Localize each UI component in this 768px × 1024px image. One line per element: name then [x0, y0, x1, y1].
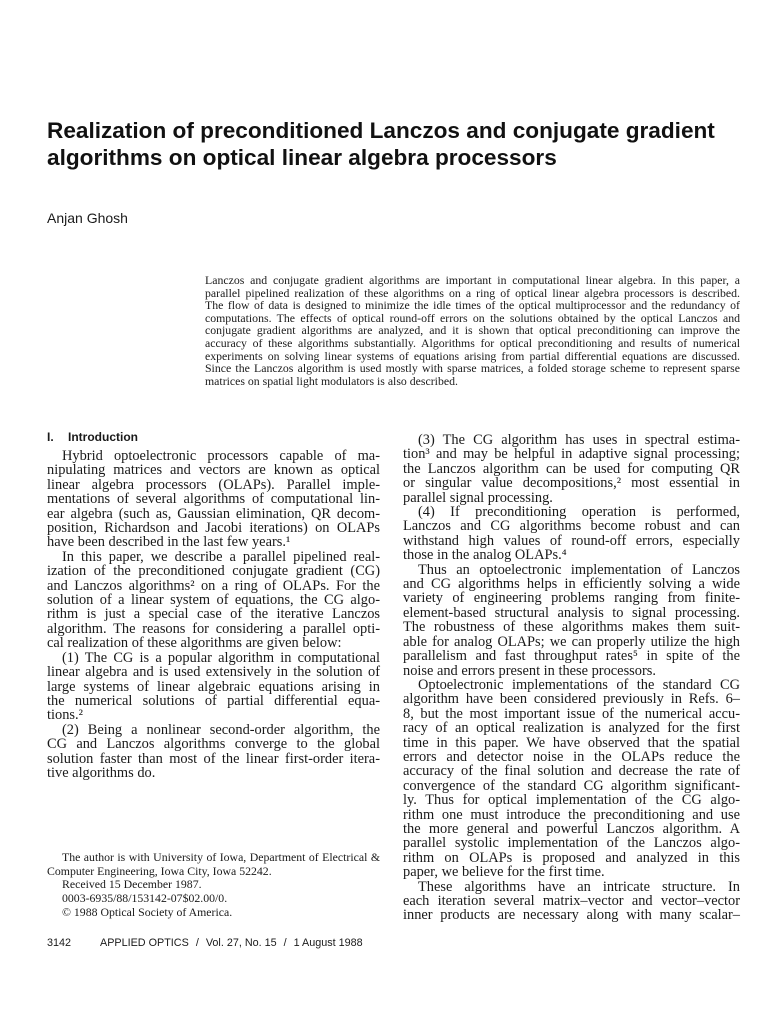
paragraph	[403, 505, 740, 563]
text-line: Lanczos and CG algorithms become robust and can	[403, 518, 740, 535]
text-line: solution of a linear system of equations, the CG algo-	[47, 592, 380, 609]
text-line: the more general and powerful Lanczos algorithm. A	[403, 820, 740, 837]
abstract-line: computations. The effects of optical round-off errors on the solutions obtained by the optical Lanczos and	[205, 310, 740, 325]
text-line: (4) If preconditioning operation is performed,	[418, 504, 740, 521]
text-line: rithm on OLAPs is proposed and analyzed in this	[403, 849, 740, 866]
issue-date: 1 August 1988	[293, 937, 363, 949]
text-line: and CG algorithms helps in efficiently solving a wide	[403, 576, 740, 593]
text-line: Computer Engineering, Iowa City, Iowa 52242.	[47, 863, 272, 878]
paragraph	[47, 651, 380, 723]
text-line: racy of an optical realization is analyzed for the first	[403, 720, 740, 737]
abstract-line: Lanczos and conjugate gradient algorithms are important in computational linear algebra. In this paper, a	[205, 273, 740, 287]
text-line: 0003-6935/88/153142-07$02.00/0.	[62, 891, 228, 906]
text-line: cal realization of these algorithms are given below:	[47, 635, 342, 652]
text-line: tive algorithms do.	[47, 764, 156, 781]
paragraph	[403, 563, 740, 678]
footer-separator: /	[283, 937, 287, 949]
abstract-line: conjugate gradient algorithms are analyzed, and it is shown that optical preconditioning can improve the	[205, 323, 740, 338]
text-line: CG and Lanczos algorithms converge to the global	[47, 736, 380, 753]
abstract-line: accuracy of these algorithms substantially. Algorithms for optical preconditioning and results of numerical	[205, 335, 740, 350]
paragraph	[47, 449, 380, 550]
section-number: I.	[47, 430, 54, 444]
text-line: Hybrid optoelectronic processors capable of ma-	[62, 448, 380, 464]
abstract-line: experiments on solving linear systems of equations arising from partial differential equations are discussed.	[205, 348, 740, 363]
abstract-line: The flow of data is designed to minimize the idle times of the optical multiprocessor and the redundancy of	[205, 298, 740, 313]
abstract-line: matrices on spatial light modulators is also described.	[205, 373, 458, 388]
page-footer	[47, 936, 363, 950]
text-line: time in this paper. We have observed that the spatial	[403, 734, 740, 751]
paragraph	[403, 880, 740, 923]
text-line: accuracy of the final solution and decrease the rate of	[403, 763, 740, 780]
author-footnote	[47, 851, 380, 920]
title-line: Realization of preconditioned Lanczos and conjugate gradient	[47, 118, 715, 143]
text-line: noise and errors present in these processors.	[403, 662, 656, 679]
text-line: The author is with University of Iowa, Department of Electrical &	[62, 850, 380, 864]
text-line: paper, we believe for the first time.	[403, 864, 605, 881]
text-line: algorithm. The reasons for considering a parallel opti-	[47, 620, 380, 637]
text-line: inner products are necessary along with many scalar–	[403, 907, 740, 924]
text-line: those in the analog OLAPs.⁴	[403, 547, 567, 564]
text-line: able for analog OLAPs; we can properly utilize the high	[403, 633, 740, 650]
right-column	[403, 433, 740, 923]
footnote-item	[47, 906, 380, 920]
text-line: Optoelectronic implementations of the standard CG	[418, 676, 740, 693]
text-line: 8, but the most important issue of the numerical accu-	[403, 705, 740, 722]
text-line: rithm is just a special case of the iterative Lanczos	[47, 606, 380, 623]
text-line: ization of the preconditioned conjugate gradient (CG)	[47, 563, 380, 580]
footnote-item	[47, 878, 380, 892]
text-line: the numerical solutions of partial differential equa-	[47, 692, 380, 709]
section-title: Introduction	[68, 430, 138, 444]
text-line: the Lanczos algorithm can be used for computing QR	[403, 460, 740, 477]
text-line: each iteration several matrix–vector and vector–vector	[403, 893, 740, 909]
abstract-line: Since the Lanczos algorithm is used mostly with sparse matrices, a folded storage scheme to represent sparse	[205, 361, 740, 376]
footnote-item	[47, 851, 380, 878]
text-line: linear algebra processors (OLAPs). Parallel imple-	[47, 476, 380, 493]
text-line: parallelism and fast throughput rates⁵ in spite of the	[403, 648, 740, 665]
text-line: (2) Being a nonlinear second-order algorithm, the	[62, 721, 380, 738]
text-line: ly. Thus for optical implementation of the CG algo-	[403, 792, 740, 809]
text-line: element-based structural analysis to signal processing.	[403, 604, 740, 621]
text-line: algorithm have been considered previously in Refs. 6–	[403, 691, 740, 708]
author-name: Anjan Ghosh	[47, 210, 128, 226]
text-line: have been described in the last few years.¹	[47, 534, 291, 551]
text-line: errors and detector noise in the OLAPs reduce the	[403, 748, 740, 765]
footer-separator: /	[195, 937, 199, 949]
paragraph	[403, 433, 740, 505]
journal-issue: Vol. 27, No. 15	[205, 937, 277, 949]
paragraph	[47, 723, 380, 781]
page-number: 3142	[47, 937, 72, 949]
article-title	[47, 117, 715, 171]
left-column	[47, 449, 380, 780]
text-line: position, Richardson and Jacobi iterations) on OLAPs	[47, 520, 380, 537]
text-line: and Lanczos algorithms² on a ring of OLAPs. For the	[47, 577, 380, 594]
text-line: These algorithms have an intricate structure. In	[418, 878, 740, 895]
text-line: variety of engineering problems ranging from finite-	[403, 590, 740, 607]
abstract-line: parallel pipelined realization of these algorithms on a ring of optical linear algebra processors is described.	[205, 285, 740, 300]
text-line: © 1988 Optical Society of America.	[62, 904, 233, 919]
text-line: convergence of the standard CG algorithm significant-	[403, 777, 740, 794]
paragraph	[47, 550, 380, 651]
text-line: (3) The CG algorithm has uses in spectral estima-	[418, 432, 740, 448]
text-line: (1) The CG is a popular algorithm in computational	[62, 649, 380, 666]
text-line: parallel signal processing.	[403, 489, 553, 506]
text-line: tion³ and may be helpful in adaptive signal processing;	[403, 446, 740, 463]
text-line: linear algebra and is used extensively in the solution of	[47, 664, 380, 681]
text-line: Thus an optoelectronic implementation of Lanczos	[418, 561, 740, 578]
text-line: ear algebra (such as, Gaussian elimination, QR decom-	[47, 505, 380, 522]
text-line: or singular value decompositions,² most essential in	[403, 475, 740, 492]
text-line: tions.²	[47, 707, 83, 724]
text-line: parallel systolic implementation of the Lanczos algo-	[403, 835, 740, 852]
text-line: mentations of several algorithms of computational lin-	[47, 491, 380, 508]
text-line: nipulating matrices and vectors are known as optical	[47, 462, 380, 479]
text-line: rithm one must introduce the preconditioning and use	[403, 806, 740, 823]
paragraph	[403, 678, 740, 880]
abstract	[205, 274, 740, 387]
text-line: In this paper, we describe a parallel pipelined real-	[62, 548, 380, 565]
text-line: solution faster than most of the linear first-order itera-	[47, 750, 380, 767]
section-heading	[47, 430, 138, 444]
journal-name: APPLIED OPTICS	[100, 937, 189, 949]
footnote-item	[47, 892, 380, 906]
text-line: Received 15 December 1987.	[62, 877, 202, 892]
text-line: large systems of linear algebraic equations arising in	[47, 678, 380, 695]
text-line: The robustness of these algorithms makes them suit-	[403, 619, 740, 636]
text-line: withstand high values of round-off errors, especially	[403, 532, 740, 549]
title-line: algorithms on optical linear algebra processors	[47, 145, 557, 170]
